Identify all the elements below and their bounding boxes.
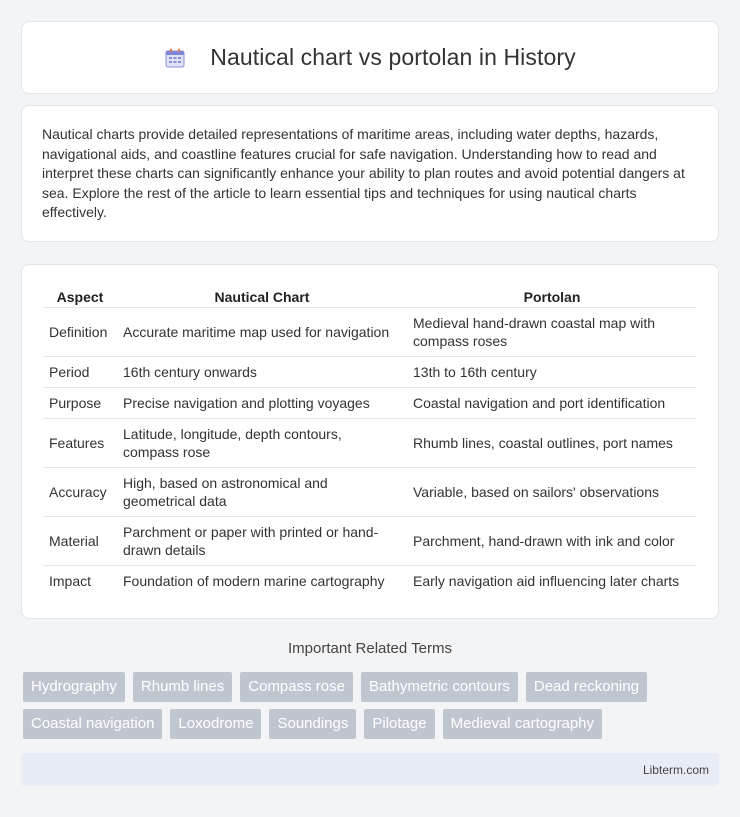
footer (21, 753, 719, 786)
table-row (43, 468, 697, 517)
row-nautical-chart: Parchment or paper with printed or hand-drawn details (117, 517, 407, 566)
row-aspect: Definition (43, 308, 117, 357)
tag-medieval-cartography[interactable]: Medieval cartography (443, 709, 602, 739)
row-aspect: Purpose (43, 388, 117, 419)
tag-soundings[interactable]: Soundings (269, 709, 356, 739)
related-terms-list (23, 672, 723, 739)
tag-compass-rose[interactable]: Compass rose (240, 672, 353, 702)
row-nautical-chart: High, based on astronomical and geometrical data (117, 468, 407, 517)
row-aspect: Impact (43, 566, 117, 597)
table-row (43, 419, 697, 468)
table-row (43, 517, 697, 566)
row-portolan: Medieval hand-drawn coastal map with compass roses (407, 308, 697, 357)
row-portolan: Early navigation aid influencing later charts (407, 566, 697, 597)
row-portolan: Parchment, hand-drawn with ink and color (407, 517, 697, 566)
header-portolan: Portolan (523, 289, 581, 305)
table-header-row (43, 285, 697, 308)
row-nautical-chart: Foundation of modern marine cartography (117, 566, 407, 597)
tag-rhumb-lines[interactable]: Rhumb lines (133, 672, 232, 702)
table-row (43, 566, 697, 597)
tag-dead-reckoning[interactable]: Dead reckoning (526, 672, 647, 702)
row-nautical-chart: 16th century onwards (117, 357, 407, 388)
intro-text: Nautical charts provide detailed representations of maritime areas, including water depths, hazards, navigational aids, and coastline features crucial for safe navigation. Understanding how to read and interpret these charts can significantly enhance your ability to plan routes and avoid potential dangers at sea. Explore the rest of the article to learn essential tips and techniques for using nautical charts effectively. (42, 126, 685, 220)
row-aspect: Accuracy (43, 468, 117, 517)
row-nautical-chart: Precise navigation and plotting voyages (117, 388, 407, 419)
row-portolan: Coastal navigation and port identification (407, 388, 697, 419)
header-nautical-chart: Nautical Chart (214, 289, 310, 305)
row-nautical-chart: Accurate maritime map used for navigation (117, 308, 407, 357)
comparison-table-card (21, 264, 719, 619)
header-card (21, 21, 719, 94)
footer-site-link[interactable]: Libterm.com (642, 762, 709, 777)
row-aspect: Material (43, 517, 117, 566)
comparison-table (43, 285, 697, 597)
tag-coastal-navigation[interactable]: Coastal navigation (23, 709, 162, 739)
page-title: Nautical chart vs portolan in History (210, 44, 576, 70)
table-row (43, 357, 697, 388)
row-nautical-chart: Latitude, longitude, depth contours, compass rose (117, 419, 407, 468)
tag-bathymetric-contours[interactable]: Bathymetric contours (361, 672, 518, 702)
row-aspect: Period (43, 357, 117, 388)
related-terms-title: Important Related Terms (288, 640, 452, 657)
tag-pilotage[interactable]: Pilotage (364, 709, 434, 739)
header-aspect: Aspect (56, 289, 104, 305)
table-row (43, 308, 697, 357)
tag-loxodrome[interactable]: Loxodrome (170, 709, 261, 739)
table-row (43, 388, 697, 419)
row-portolan: 13th to 16th century (407, 357, 697, 388)
row-portolan: Rhumb lines, coastal outlines, port names (407, 419, 697, 468)
calendar-icon (164, 47, 186, 69)
intro-card (21, 105, 719, 242)
row-portolan: Variable, based on sailors' observations (407, 468, 697, 517)
row-aspect: Features (43, 419, 117, 468)
tag-hydrography[interactable]: Hydrography (23, 672, 125, 702)
